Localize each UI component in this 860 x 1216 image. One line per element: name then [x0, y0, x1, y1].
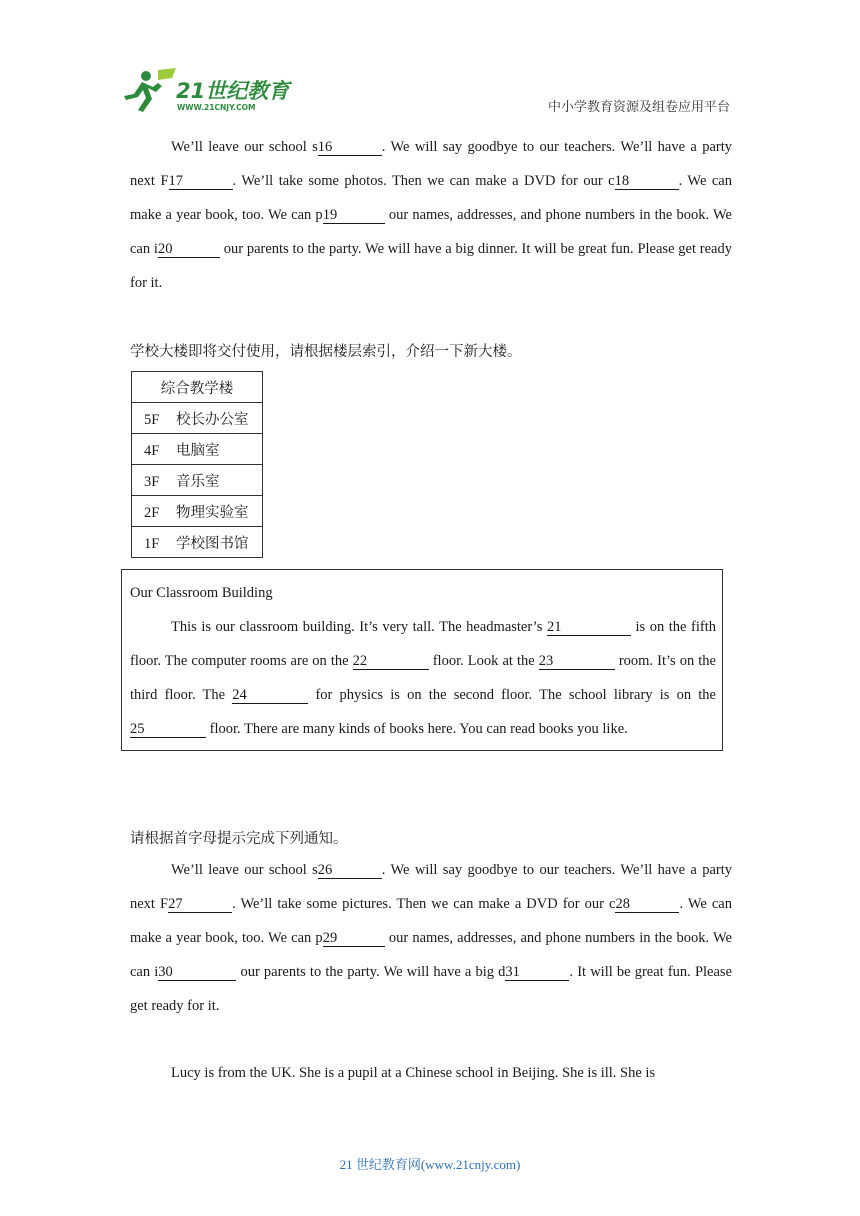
- blank-24[interactable]: 24: [232, 687, 308, 704]
- floor-row-4f: 4F 电脑室: [132, 434, 263, 465]
- passage-2: This is our classroom building. It’s very tall. The headmaster’s 21 is on the fifth floor. The computer rooms are on the 22 floor. Look at the 23 room. It’s on the third floor. The 24 for physics is on the second floor. The school library is on the 25 floor. There are many kinds of books here. You can read books you like.: [130, 619, 716, 737]
- blank-21[interactable]: 21: [547, 619, 631, 636]
- blank-19[interactable]: 19: [323, 207, 385, 224]
- running-figure-icon: [124, 68, 176, 112]
- floor-index-table: [131, 371, 263, 558]
- floor-row-1f: 1F 学校图书馆: [132, 527, 263, 558]
- blank-16[interactable]: 16: [318, 139, 382, 156]
- logo-text: 21世纪教育: [176, 79, 290, 103]
- site-name: 中小学教育资源及组卷应用平台: [547, 99, 730, 114]
- blank-25[interactable]: 25: [130, 721, 206, 738]
- blank-17[interactable]: 17: [169, 173, 233, 190]
- blank-18[interactable]: 18: [615, 173, 679, 190]
- blank-31[interactable]: 31: [505, 964, 569, 981]
- floor-row-3f: 3F 音乐室: [132, 465, 263, 496]
- blank-22[interactable]: 22: [353, 653, 429, 670]
- blank-28[interactable]: 28: [615, 896, 679, 913]
- section-2-instruction: 学校大楼即将交付使用，请根据楼层索引，介绍一下新大楼。: [130, 344, 522, 360]
- passage-3: We’ll leave our school s26 . We will say goodbye to our teachers. We’ll have a party next F27 . We’ll take some pictures. Then we can make a DVD for our c28 . We can make a year book, too. We can p29 our names, addresses, and phone numbers in the book. We can i30 our parents to the party. We will have a big d31 . It will be great fun. Please get ready for it.: [130, 862, 732, 1014]
- page-header: [0, 0, 860, 120]
- box-title: Our Classroom Building: [130, 585, 273, 601]
- passage-1: We’ll leave our school s16 . We will say goodbye to our teachers. We’ll have a party next F17 . We’ll take some photos. Then we can make a DVD for our c18 . We can make a year book, too. We can p19 our names, addresses, and phone numbers in the book. We can i20 our parents to the party. We will have a big dinner. It will be great fun. Please get ready for it.: [130, 139, 732, 291]
- footer-link[interactable]: 21 世纪教育网(www.21cnjy.com): [339, 1157, 521, 1172]
- blank-27[interactable]: 27: [168, 896, 232, 913]
- blank-29[interactable]: 29: [323, 930, 385, 947]
- logo-21cnjy: [122, 68, 292, 114]
- blank-26[interactable]: 26: [318, 862, 382, 879]
- floor-row-2f: 2F 物理实验室: [132, 496, 263, 527]
- section-3-instruction: 请根据首字母提示完成下列通知。: [130, 831, 348, 847]
- floor-index-title: 综合教学楼: [132, 372, 263, 403]
- passage-4: Lucy is from the UK. She is a pupil at a Chinese school in Beijing. She is ill. She is: [171, 1065, 656, 1081]
- floor-row-5f: 5F 校长办公室: [132, 403, 263, 434]
- classroom-building-box: [121, 569, 723, 751]
- blank-20[interactable]: 20: [158, 241, 220, 258]
- blank-30[interactable]: 30: [158, 964, 236, 981]
- blank-23[interactable]: 23: [539, 653, 615, 670]
- logo-url: WWW.21CNJY.COM: [177, 103, 256, 112]
